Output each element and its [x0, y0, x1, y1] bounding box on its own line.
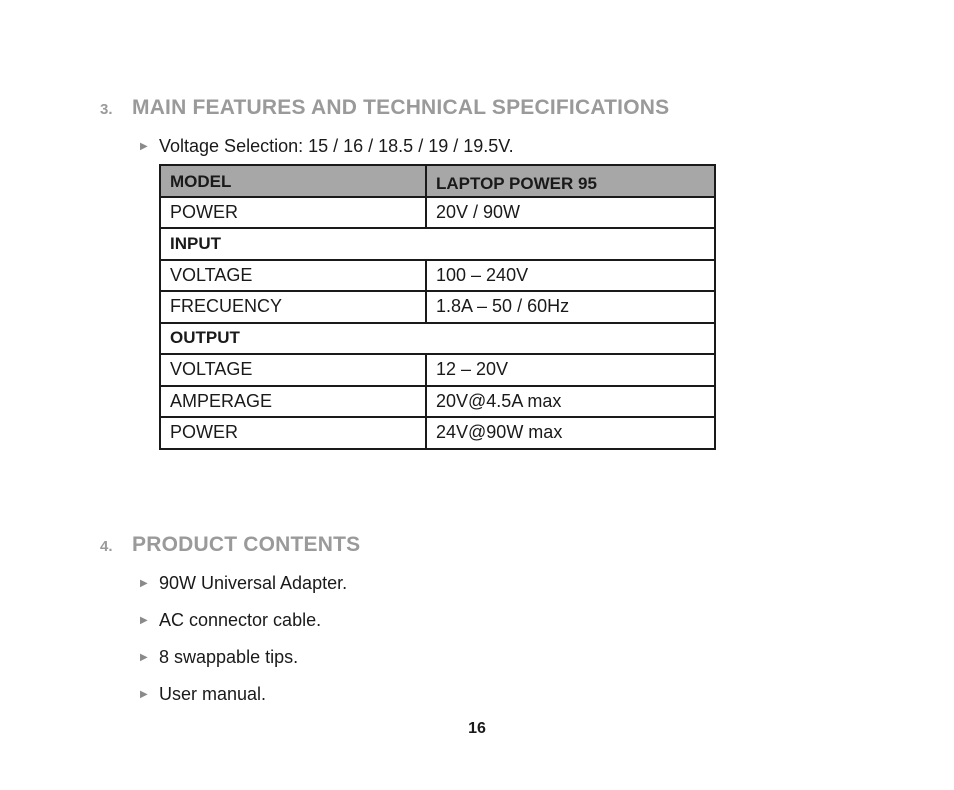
table-cell-label: VOLTAGE	[160, 260, 426, 292]
table-cell-label: POWER	[160, 197, 426, 229]
triangle-right-icon: ▶	[140, 652, 148, 663]
table-header-row	[160, 165, 715, 197]
list-item	[140, 610, 321, 631]
table-row	[160, 291, 715, 323]
list-item-text: AC connector cable.	[159, 610, 322, 630]
list-item-text: User manual.	[159, 684, 267, 704]
triangle-right-icon: ▶	[140, 615, 148, 626]
triangle-right-icon: ▶	[140, 689, 148, 700]
section-4-heading	[100, 533, 360, 557]
list-item	[140, 573, 347, 594]
table-row	[160, 417, 715, 449]
triangle-right-icon: ▶	[140, 578, 148, 589]
triangle-right-icon: ▶	[140, 141, 148, 152]
table-cell-label: AMPERAGE	[160, 386, 426, 418]
table-cell-value: 24V@90W max	[426, 417, 715, 449]
section-title: PRODUCT CONTENTS	[132, 533, 361, 556]
table-cell-value: 1.8A – 50 / 60Hz	[426, 291, 715, 323]
table-header-cell: MODEL	[160, 165, 426, 197]
table-cell-value: 20V@4.5A max	[426, 386, 715, 418]
table-cell-value: 20V / 90W	[426, 197, 715, 229]
table-row	[160, 386, 715, 418]
section-3-heading	[100, 96, 669, 120]
table-group-heading: OUTPUT	[160, 323, 715, 355]
table-group-row	[160, 323, 715, 355]
table-row	[160, 354, 715, 386]
table-cell-label: FRECUENCY	[160, 291, 426, 323]
section-title: MAIN FEATURES AND TECHNICAL SPECIFICATIONS	[132, 96, 670, 119]
list-item	[140, 136, 514, 157]
table-cell-value: 100 – 240V	[426, 260, 715, 292]
table-header-cell: LAPTOP POWER 95	[426, 165, 715, 197]
table-group-heading: INPUT	[160, 228, 715, 260]
table-cell-label: VOLTAGE	[160, 354, 426, 386]
table-group-row	[160, 228, 715, 260]
table-row	[160, 260, 715, 292]
list-item-text: 90W Universal Adapter.	[159, 573, 348, 593]
section-number: 3.	[100, 101, 113, 118]
page-number: 16	[468, 720, 486, 737]
list-item-text: Voltage Selection: 15 / 16 / 18.5 / 19 / 19.5V.	[159, 136, 514, 156]
table-cell-label: POWER	[160, 417, 426, 449]
section-number: 4.	[100, 538, 113, 555]
specifications-table	[159, 164, 716, 450]
list-item-text: 8 swappable tips.	[159, 647, 299, 667]
table-cell-value: 12 – 20V	[426, 354, 715, 386]
table-row	[160, 197, 715, 229]
list-item	[140, 684, 266, 705]
list-item	[140, 647, 298, 668]
